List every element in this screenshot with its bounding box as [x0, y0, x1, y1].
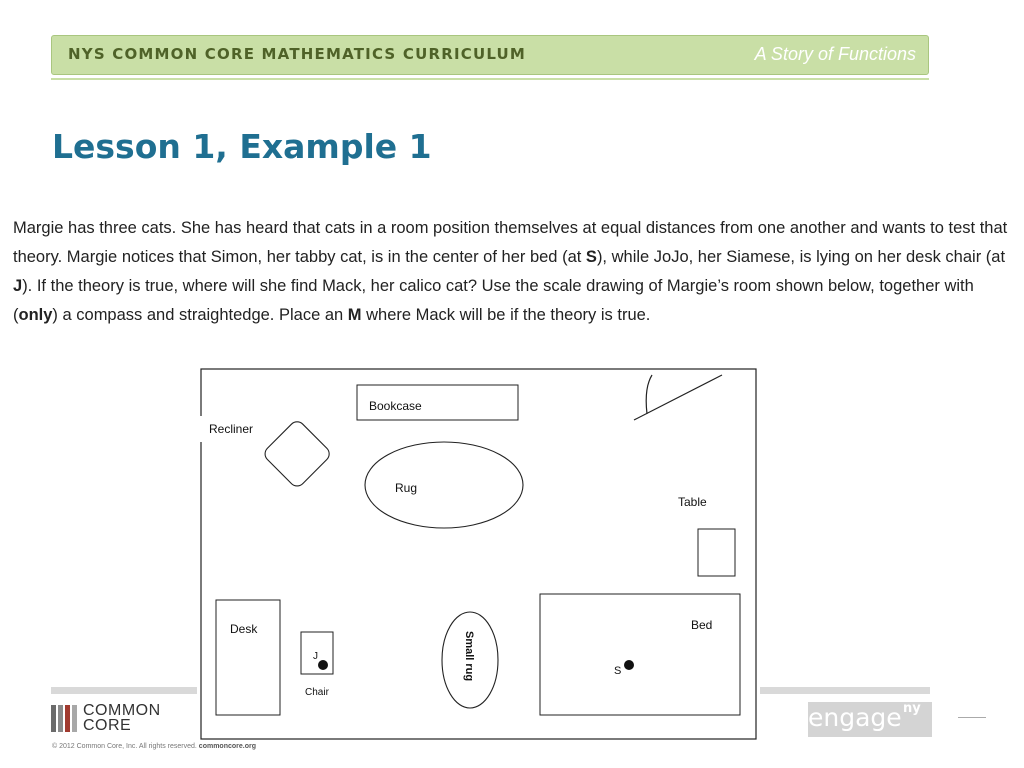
engageny-logo	[808, 702, 932, 737]
lesson-title: Lesson 1, Example 1	[52, 127, 432, 166]
footer-rule-left	[51, 687, 197, 694]
copyright-text: © 2012 Common Core, Inc. All rights reserved.	[52, 743, 197, 750]
problem-text-5: where Mack will be if the theory is true.	[361, 306, 651, 324]
problem-text-2: ), while JoJo, her Siamese, is lying on her desk chair (at	[596, 248, 1006, 266]
logo-bar	[65, 705, 70, 732]
footer-rule-right	[760, 687, 930, 694]
logo-bar	[58, 705, 63, 732]
logo-common: COMMON	[83, 702, 161, 719]
curriculum-subtitle: A Story of Functions	[754, 44, 916, 64]
j-point	[318, 660, 328, 670]
curriculum-title: NYS COMMON CORE MATHEMATICS CURRICULUM	[68, 45, 527, 63]
copyright-notice	[52, 743, 256, 750]
logo-bar	[72, 705, 77, 732]
j-label: J	[313, 651, 318, 662]
s-point	[624, 660, 634, 670]
common-core-logo	[51, 703, 161, 733]
curriculum-header	[51, 35, 929, 75]
problem-text-3: ). If the theory is true, where will she find Mack, her calico cat? Use the scale drawing of Margie’s room shown below, together with (	[13, 277, 974, 324]
m-mark-text: M	[347, 306, 362, 324]
desk-label: Desk	[230, 622, 258, 636]
engage-ny: ny	[903, 702, 921, 716]
logo-bar	[51, 705, 56, 732]
table-label: Table	[678, 495, 707, 509]
room-scale-drawing	[200, 368, 758, 742]
bookcase-label: Bookcase	[369, 399, 422, 413]
j-mark-text: J	[13, 277, 23, 295]
problem-text-1: Margie has three cats. She has heard that cats in a room position themselves at equal distances from one another and wants to test that theory. Margie notices that Simon, her tabby cat, is in the center of her bed (at	[13, 219, 1008, 266]
rug-label: Rug	[395, 481, 418, 495]
common-core-wordmark	[83, 703, 161, 733]
room-outline	[201, 369, 756, 739]
problem-text-4: ) a compass and straightedge. Place an	[52, 306, 348, 324]
problem-statement	[13, 214, 1009, 330]
s-label: S	[614, 665, 622, 677]
slide-number-rule	[958, 717, 986, 718]
engage-word: engage	[808, 703, 902, 732]
logo-core: CORE	[83, 717, 132, 734]
bed-label: Bed	[691, 618, 713, 632]
header-divider	[51, 78, 929, 80]
recliner-label: Recliner	[209, 422, 254, 436]
small-rug-label: Small rug	[463, 631, 475, 682]
copyright-site: commoncore.org	[198, 743, 256, 750]
only-text: only	[18, 306, 53, 324]
s-mark-text: S	[585, 248, 597, 266]
common-core-bars-icon	[51, 705, 77, 732]
chair-label: Chair	[305, 687, 329, 698]
